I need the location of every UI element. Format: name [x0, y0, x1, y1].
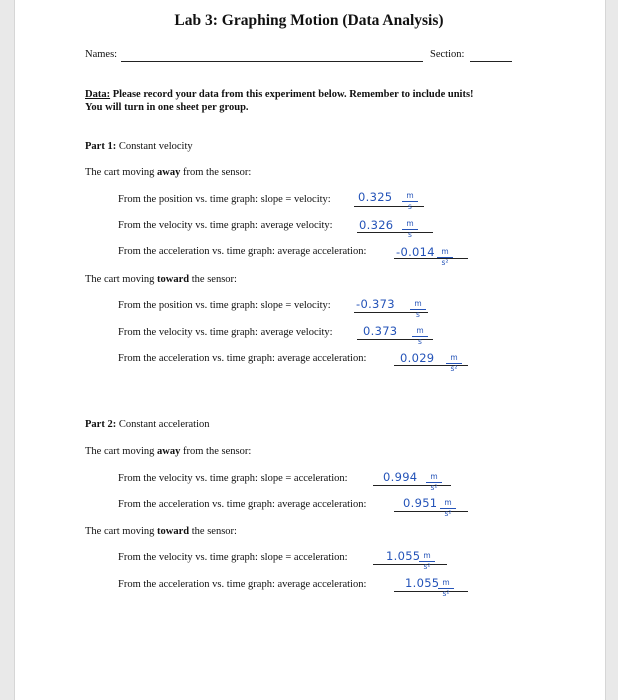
names-label: Names:: [85, 49, 118, 60]
section-blank-line: [470, 61, 512, 62]
handwritten-answer: 0.994: [383, 470, 418, 484]
p1-away-row-3: From the acceleration vs. time graph: average acceleration:: [118, 246, 367, 257]
p2-away-row-2: From the acceleration vs. time graph: average acceleration:: [118, 499, 367, 510]
part1-away-heading: The cart moving away from the sensor:: [85, 167, 252, 178]
part2-heading: Part 2: Constant acceleration: [85, 419, 210, 430]
part1-heading: Part 1: Constant velocity: [85, 141, 193, 152]
handwritten-unit: $\frac{m}{s}$: [402, 192, 418, 211]
p2-away-row-1: From the velocity vs. time graph: slope = acceleration:: [118, 473, 348, 484]
handwritten-answer: 1.055: [405, 576, 440, 590]
handwritten-answer: -0.373: [356, 297, 395, 311]
handwritten-answer: 0.326: [359, 218, 394, 232]
handwritten-answer: 0.325: [358, 190, 393, 204]
instructions-line1: Please record your data from this experiment below. Remember to include units!: [110, 89, 474, 100]
handwritten-unit: $\frac{m}{\text{s²}}$: [437, 248, 453, 267]
handwritten-unit: $\frac{m}{\text{s²}}$: [438, 579, 454, 598]
answer-line: [394, 511, 468, 512]
handwritten-unit: $\frac{m}{\text{s²}}$: [426, 473, 442, 492]
answer-line: [373, 564, 447, 565]
handwritten-unit: $\frac{m}{s}$: [412, 327, 428, 346]
handwritten-unit: $\frac{m}{\text{s²}}$: [419, 552, 435, 571]
answer-line: [357, 232, 433, 233]
p1-toward-row-2: From the velocity vs. time graph: average velocity:: [118, 327, 333, 338]
part2-toward-heading: The cart moving toward the sensor:: [85, 526, 237, 537]
page-title: Lab 3: Graphing Motion (Data Analysis): [174, 12, 444, 29]
instructions: [85, 88, 474, 114]
p1-away-row-1: From the position vs. time graph: slope = velocity:: [118, 194, 331, 205]
data-label: Data:: [85, 89, 111, 100]
handwritten-unit: $\frac{m}{\text{s²}}$: [446, 354, 462, 373]
p1-away-row-2: From the velocity vs. time graph: average velocity:: [118, 220, 333, 231]
instructions-line2: You will turn in one sheet per group.: [85, 102, 249, 113]
names-blank-line: [121, 61, 423, 62]
section-label: Section:: [430, 49, 465, 60]
handwritten-answer: 0.029: [400, 351, 435, 365]
handwritten-answer: 0.373: [363, 324, 398, 338]
part2-away-heading: The cart moving away from the sensor:: [85, 446, 252, 457]
p1-toward-row-3: From the acceleration vs. time graph: average acceleration:: [118, 353, 367, 364]
handwritten-answer: 1.055: [386, 549, 421, 563]
p2-toward-row-1: From the velocity vs. time graph: slope = acceleration:: [118, 552, 348, 563]
handwritten-unit: $\frac{m}{s}$: [410, 300, 426, 319]
handwritten-unit: $\frac{m}{\text{s²}}$: [440, 499, 456, 518]
part1-toward-heading: The cart moving toward the sensor:: [85, 274, 237, 285]
p2-toward-row-2: From the acceleration vs. time graph: average acceleration:: [118, 579, 367, 590]
answer-line: [394, 591, 468, 592]
p1-toward-row-1: From the position vs. time graph: slope = velocity:: [118, 300, 331, 311]
handwritten-answer: -0.014: [396, 245, 435, 259]
handwritten-unit: $\frac{m}{s}$: [402, 220, 418, 239]
handwritten-answer: 0.951: [403, 496, 438, 510]
